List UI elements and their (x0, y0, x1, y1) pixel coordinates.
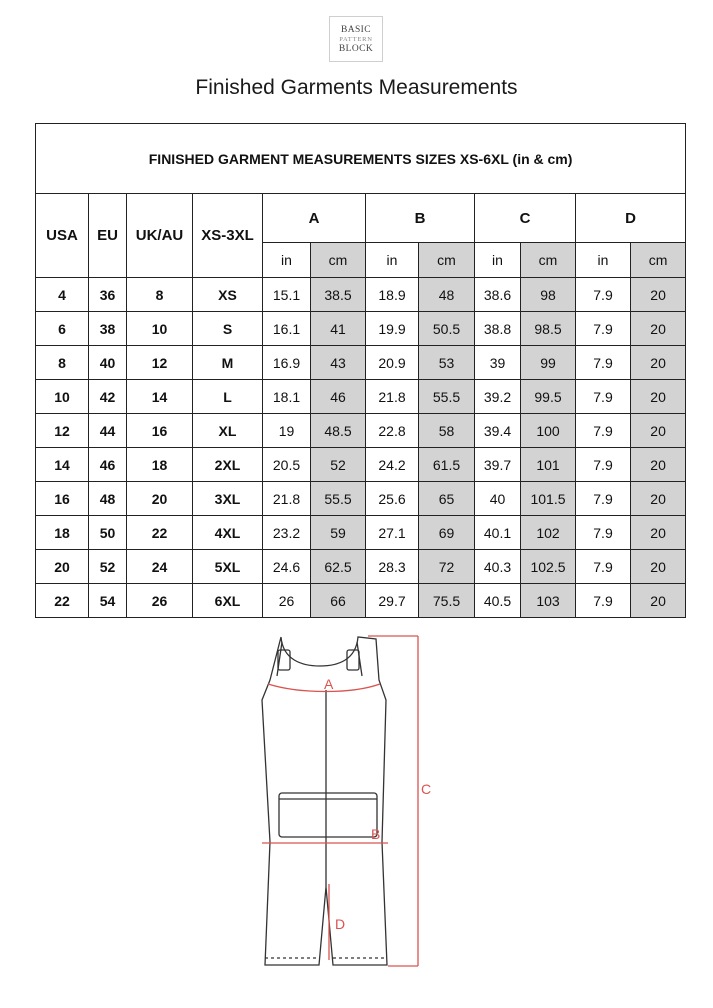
table-cell: 59 (311, 516, 366, 550)
unit-header-in: in (475, 243, 521, 278)
table-cell: 44 (89, 414, 127, 448)
table-row (36, 516, 686, 550)
table-cell: 15.1 (263, 278, 311, 312)
table-cell: 14 (127, 380, 193, 414)
table-cell: 20 (631, 312, 686, 346)
table-cell: 2XL (193, 448, 263, 482)
table-cell: 55.5 (419, 380, 475, 414)
col-header-c: C (475, 194, 576, 243)
table-cell: 21.8 (366, 380, 419, 414)
table-row (36, 482, 686, 516)
table-cell: 101 (521, 448, 576, 482)
col-header-usa: USA (36, 194, 89, 278)
table-cell: XS (193, 278, 263, 312)
table-cell: 39.2 (475, 380, 521, 414)
table-cell: 98 (521, 278, 576, 312)
table-cell: 20 (631, 346, 686, 380)
table-cell: 19.9 (366, 312, 419, 346)
table-cell: 48.5 (311, 414, 366, 448)
table-cell: 39 (475, 346, 521, 380)
table-cell: 58 (419, 414, 475, 448)
table-cell: 36 (89, 278, 127, 312)
unit-header-in: in (366, 243, 419, 278)
table-cell: 16 (36, 482, 89, 516)
table-row (36, 278, 686, 312)
size-measurement-table (35, 123, 686, 618)
table-cell: 20 (631, 278, 686, 312)
table-row (36, 448, 686, 482)
table-row (36, 550, 686, 584)
table-cell: 38.6 (475, 278, 521, 312)
table-cell: 100 (521, 414, 576, 448)
table-cell: 10 (36, 380, 89, 414)
table-cell: 39.4 (475, 414, 521, 448)
table-cell: 48 (89, 482, 127, 516)
table-cell: 19 (263, 414, 311, 448)
table-cell: 18.9 (366, 278, 419, 312)
table-cell: 21.8 (263, 482, 311, 516)
table-row (36, 346, 686, 380)
table-cell: 12 (127, 346, 193, 380)
table-cell: 38.8 (475, 312, 521, 346)
table-cell: 50.5 (419, 312, 475, 346)
col-header-eu: EU (89, 194, 127, 278)
table-cell: 75.5 (419, 584, 475, 618)
unit-header-in: in (576, 243, 631, 278)
table-cell: 7.9 (576, 414, 631, 448)
table-cell: 24.2 (366, 448, 419, 482)
table-body (36, 278, 686, 618)
table-caption: FINISHED GARMENT MEASUREMENTS SIZES XS-6XL (in & cm) (36, 124, 686, 194)
table-cell: 55.5 (311, 482, 366, 516)
page-title: Finished Garments Measurements (195, 76, 518, 99)
table-cell: 40.5 (475, 584, 521, 618)
table-cell: 46 (311, 380, 366, 414)
table-cell: 20 (631, 380, 686, 414)
table-cell: 18.1 (263, 380, 311, 414)
table-cell: 61.5 (419, 448, 475, 482)
table-cell: 5XL (193, 550, 263, 584)
table-cell: 3XL (193, 482, 263, 516)
table-cell: 53 (419, 346, 475, 380)
table-cell: 40.3 (475, 550, 521, 584)
table-cell: 54 (89, 584, 127, 618)
table-cell: XL (193, 414, 263, 448)
table-cell: 20 (631, 482, 686, 516)
table-cell: 52 (311, 448, 366, 482)
table-cell: 16.9 (263, 346, 311, 380)
table-cell: 4XL (193, 516, 263, 550)
col-header-a: A (263, 194, 366, 243)
table-cell: 7.9 (576, 312, 631, 346)
table-cell: 14 (36, 448, 89, 482)
table-row (36, 584, 686, 618)
table-cell: 65 (419, 482, 475, 516)
table-cell: 20.9 (366, 346, 419, 380)
measure-label-c: C (421, 781, 432, 797)
table-cell: 25.6 (366, 482, 419, 516)
table-cell: 52 (89, 550, 127, 584)
table-cell: 18 (127, 448, 193, 482)
unit-header-cm: cm (311, 243, 366, 278)
table-cell: 4 (36, 278, 89, 312)
table-cell: 48 (419, 278, 475, 312)
table-cell: 16.1 (263, 312, 311, 346)
table-cell: 103 (521, 584, 576, 618)
table-cell: 27.1 (366, 516, 419, 550)
table-cell: 22 (36, 584, 89, 618)
table-cell: 26 (127, 584, 193, 618)
table-cell: 7.9 (576, 584, 631, 618)
table-cell: 50 (89, 516, 127, 550)
table-row (36, 380, 686, 414)
logo-line-2: PATTERN (339, 36, 373, 43)
unit-header-cm: cm (631, 243, 686, 278)
table-cell: 40 (475, 482, 521, 516)
table-cell: 41 (311, 312, 366, 346)
table-cell: 8 (127, 278, 193, 312)
table-cell: 102.5 (521, 550, 576, 584)
table-cell: 20 (631, 448, 686, 482)
table-cell: 20.5 (263, 448, 311, 482)
table-cell: 69 (419, 516, 475, 550)
table-cell: 8 (36, 346, 89, 380)
unit-header-cm: cm (521, 243, 576, 278)
table-cell: 62.5 (311, 550, 366, 584)
table-cell: 66 (311, 584, 366, 618)
table-cell: M (193, 346, 263, 380)
overall-garment-diagram (0, 620, 713, 1005)
table-cell: 40 (89, 346, 127, 380)
table-cell: 42 (89, 380, 127, 414)
unit-header-cm: cm (419, 243, 475, 278)
brand-logo (329, 16, 383, 62)
table-cell: 22 (127, 516, 193, 550)
table-cell: 7.9 (576, 482, 631, 516)
table-cell: 20 (631, 516, 686, 550)
table-cell: 20 (631, 550, 686, 584)
table-cell: 98.5 (521, 312, 576, 346)
table-cell: 102 (521, 516, 576, 550)
table-cell: 7.9 (576, 550, 631, 584)
table-row (36, 312, 686, 346)
measure-label-a: A (324, 676, 334, 692)
logo-line-3: BLOCK (338, 44, 374, 54)
table-cell: 46 (89, 448, 127, 482)
table-cell: 72 (419, 550, 475, 584)
table-cell: 18 (36, 516, 89, 550)
table-cell: L (193, 380, 263, 414)
table-cell: 99.5 (521, 380, 576, 414)
table-cell: 20 (631, 414, 686, 448)
unit-header-in: in (263, 243, 311, 278)
col-header-d: D (576, 194, 686, 243)
table-cell: 7.9 (576, 380, 631, 414)
col-header-size: XS-3XL (193, 194, 263, 278)
table-cell: 29.7 (366, 584, 419, 618)
table-cell: 20 (631, 584, 686, 618)
table-cell: 7.9 (576, 516, 631, 550)
table-cell: 22.8 (366, 414, 419, 448)
table-cell: 39.7 (475, 448, 521, 482)
table-cell: 101.5 (521, 482, 576, 516)
table-cell: 20 (36, 550, 89, 584)
table-cell: 20 (127, 482, 193, 516)
table-cell: 6 (36, 312, 89, 346)
table-cell: 40.1 (475, 516, 521, 550)
table-cell: 6XL (193, 584, 263, 618)
table-cell: 38 (89, 312, 127, 346)
measure-label-b: B (371, 826, 381, 842)
table-cell: 24.6 (263, 550, 311, 584)
table-cell: 12 (36, 414, 89, 448)
col-header-uk-au: UK/AU (127, 194, 193, 278)
table-cell: 16 (127, 414, 193, 448)
table-cell: 38.5 (311, 278, 366, 312)
table-cell: 10 (127, 312, 193, 346)
table-cell: 43 (311, 346, 366, 380)
table-cell: 7.9 (576, 278, 631, 312)
table-cell: S (193, 312, 263, 346)
table-cell: 24 (127, 550, 193, 584)
measure-label-d: D (335, 916, 346, 932)
table-cell: 7.9 (576, 448, 631, 482)
table-cell: 99 (521, 346, 576, 380)
table-cell: 7.9 (576, 346, 631, 380)
table-cell: 23.2 (263, 516, 311, 550)
col-header-b: B (366, 194, 475, 243)
table-row (36, 414, 686, 448)
table-cell: 28.3 (366, 550, 419, 584)
table-cell: 26 (263, 584, 311, 618)
logo-line-1: BASIC (341, 25, 371, 35)
